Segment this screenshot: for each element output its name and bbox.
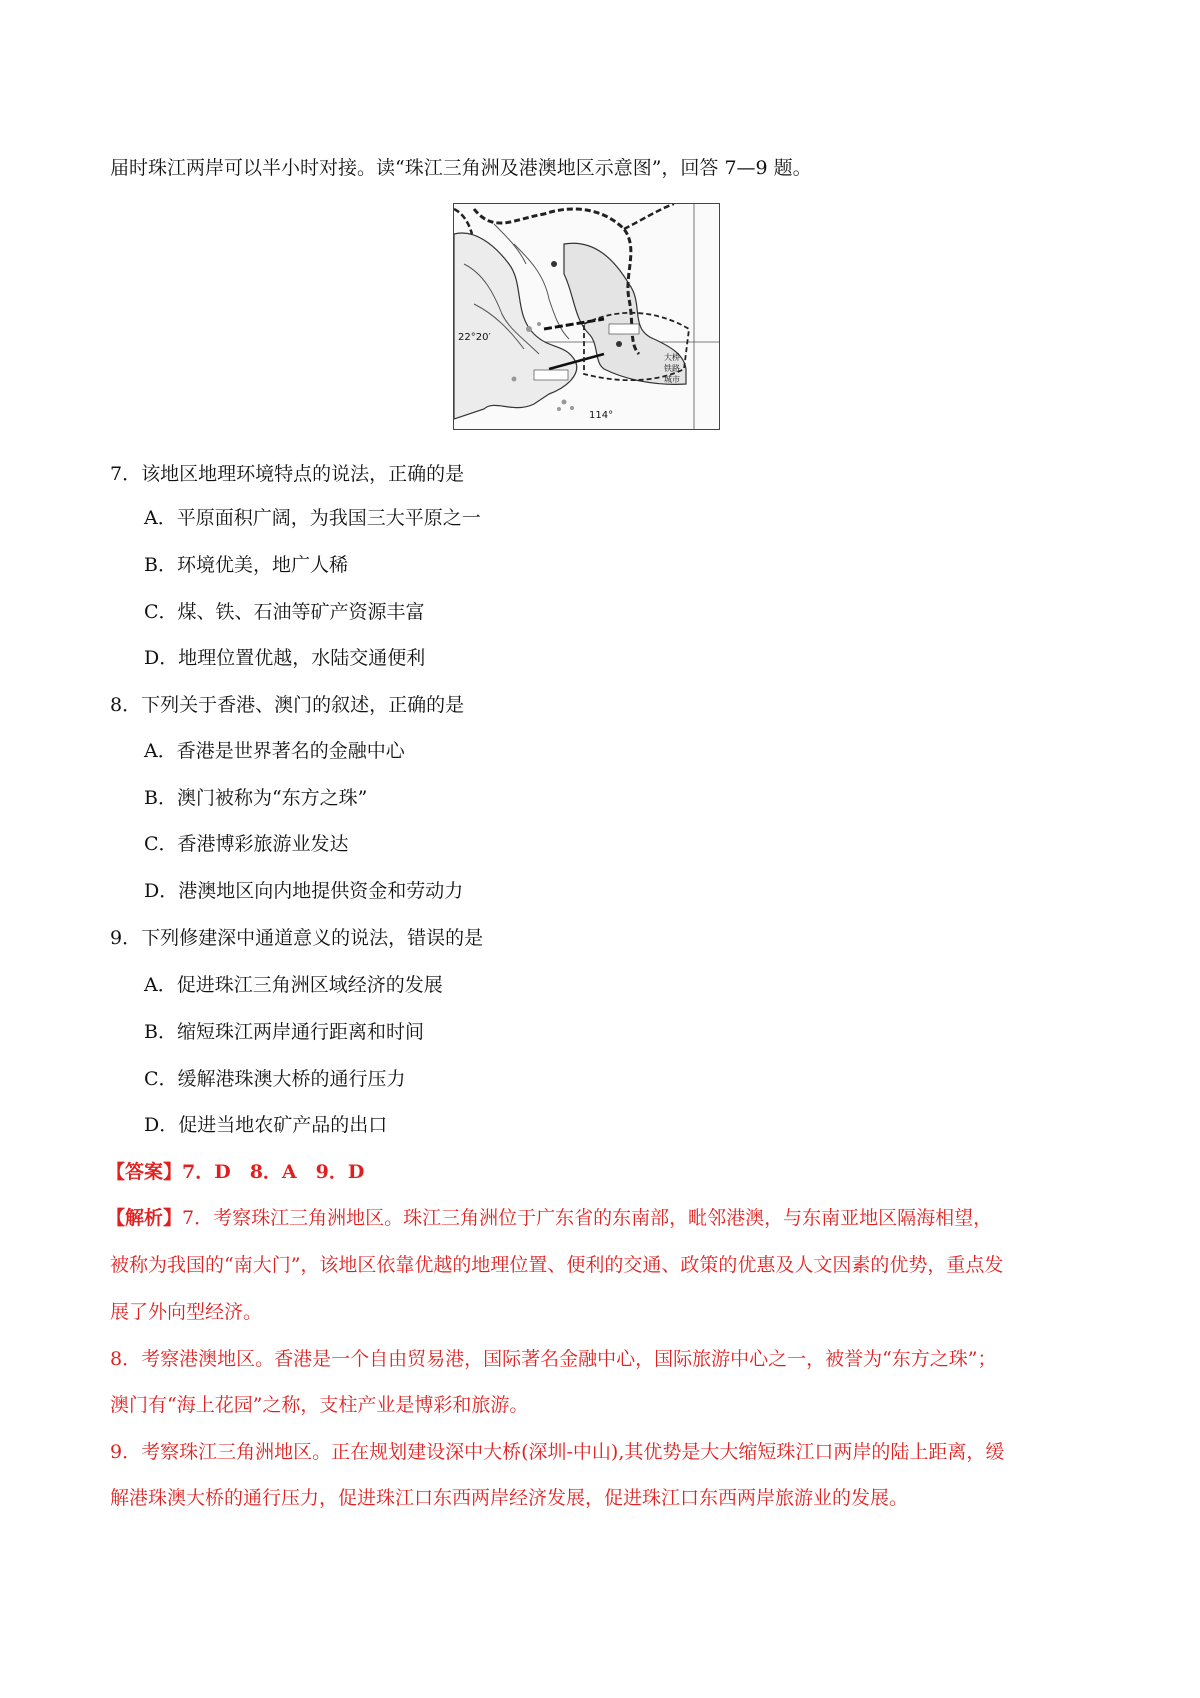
- legend-city: 城市: [664, 375, 680, 384]
- question-8-option-d: D．港澳地区向内地提供资金和劳动力: [144, 880, 464, 902]
- question-7-option-a: A．平原面积广阔，为我国三大平原之一: [144, 507, 481, 529]
- question-9-option-a: A．促进珠江三角洲区域经济的发展: [144, 974, 443, 996]
- question-7-option-d: D．地理位置优越，水陆交通便利: [144, 647, 426, 669]
- analysis-line-7: 解港珠澳大桥的通行压力，促进珠江口东西两岸经济发展，促进珠江口东西两岸旅游业的发展。: [110, 1487, 909, 1509]
- longitude-label: 114°: [589, 410, 614, 421]
- analysis-label: 【解析】: [106, 1207, 183, 1229]
- analysis-line-3: 展了外向型经济。: [110, 1301, 263, 1323]
- legend-bridge: 大桥: [664, 353, 680, 362]
- answer-line: [106, 1160, 364, 1184]
- latitude-label: 22°20′: [458, 332, 491, 343]
- analysis-line-2: 被称为我国的“南大门”，该地区依靠优越的地理位置、便利的交通、政策的优惠及人文因素的优势，重点发: [110, 1254, 1004, 1276]
- question-7-option-c: C．煤、铁、石油等矿产资源丰富: [144, 601, 425, 623]
- question-9-option-c: C．缓解港珠澳大桥的通行压力: [144, 1068, 406, 1090]
- question-9-stem: 9．下列修建深中通道意义的说法，错误的是: [110, 927, 484, 949]
- legend-railway: 铁路: [664, 364, 680, 373]
- analysis-line-6: 9．考察珠江三角洲地区。正在规划建设深中大桥(深圳-中山),其优势是大大缩短珠江口两岸的陆上距离，缓: [110, 1441, 1005, 1463]
- question-9-option-d: D．促进当地农矿产品的出口: [144, 1114, 388, 1136]
- analysis-line-1: [106, 1206, 992, 1230]
- answer-text: 7．D 8．A 9．D: [182, 1161, 365, 1183]
- pearl-river-delta-map: [453, 203, 720, 430]
- question-7-stem: 7．该地区地理环境特点的说法，正确的是: [110, 463, 465, 485]
- analysis-line-5: 澳门有“海上花园”之称，支柱产业是博彩和旅游。: [110, 1394, 529, 1416]
- question-8-option-a: A．香港是世界著名的金融中心: [144, 740, 405, 762]
- answer-label: 【答案】: [106, 1161, 183, 1183]
- question-9-option-b: B．缩短珠江两岸通行距离和时间: [144, 1021, 424, 1043]
- map-drawing: [454, 204, 719, 429]
- analysis-text-1: 7．考察珠江三角洲地区。珠江三角洲位于广东省的东南部，毗邻港澳，与东南亚地区隔海相望，: [182, 1207, 993, 1229]
- question-8-option-c: C．香港博彩旅游业发达: [144, 833, 349, 855]
- question-7-option-b: B．环境优美，地广人稀: [144, 554, 348, 576]
- analysis-line-4: 8．考察港澳地区。香港是一个自由贸易港，国际著名金融中心，国际旅游中心之一，被誉为“东方之珠”；: [110, 1348, 997, 1370]
- question-8-stem: 8．下列关于香港、澳门的叙述，正确的是: [110, 694, 465, 716]
- question-8-option-b: B．澳门被称为“东方之珠”: [144, 787, 368, 809]
- intro-text: 届时珠江两岸可以半小时对接。读“珠江三角洲及港澳地区示意图”，回答 7—9 题。: [110, 157, 812, 179]
- map-legend: [664, 352, 680, 385]
